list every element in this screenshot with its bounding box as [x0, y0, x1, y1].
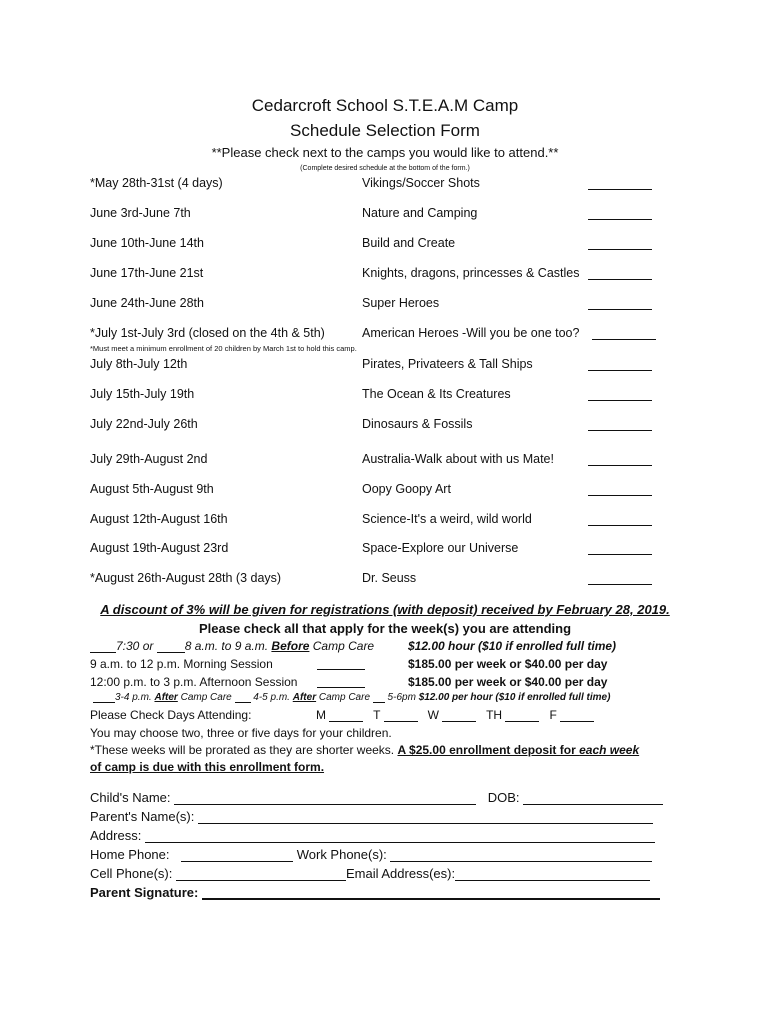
camp-check-blank[interactable] [588, 452, 652, 466]
day-wednesday-label: W [427, 708, 439, 722]
form-subtitle: Schedule Selection Form [290, 121, 480, 140]
after-care-5-6-blank[interactable] [373, 692, 385, 703]
before-care-text: 7:30 or [116, 639, 157, 653]
discount-notice: A discount of 3% will be given for registrations (with deposit) received by February 28, 2019. [100, 602, 670, 617]
camp-name: Pirates, Privateers & Tall Ships [362, 357, 533, 371]
camp-date: June 10th-June 14th [90, 236, 204, 250]
camp-name: Super Heroes [362, 296, 440, 310]
camp-row [0, 206, 770, 222]
days-attending-options [316, 708, 594, 722]
camp-name: Dinosaurs & Fossils [362, 417, 473, 431]
camp-date: August 19th-August 23rd [90, 541, 229, 555]
day-thursday-blank[interactable] [505, 709, 539, 722]
dob-label: DOB: [487, 790, 524, 805]
camp-check-blank[interactable] [588, 206, 652, 220]
email-label: Email Address(es): [345, 866, 456, 881]
day-tuesday-label: T [373, 708, 381, 722]
camp-date: July 15th-July 19th [90, 387, 195, 401]
camp-name: Dr. Seuss [362, 571, 417, 585]
after-emphasis: After [292, 692, 317, 703]
after-care-price: $12.00 per hour ($10 if enrolled full time) [418, 692, 611, 703]
camp-row [0, 571, 770, 587]
camp-date: August 12th-August 16th [90, 512, 228, 526]
day-tuesday-blank[interactable] [384, 709, 418, 722]
check-all-heading: Please check all that apply for the week(s) you are attending [198, 621, 572, 636]
camp-name: American Heroes -Will you be one too? [362, 326, 580, 340]
camp-date: July 8th-July 12th [90, 357, 188, 371]
camp-date: July 29th-August 2nd [90, 452, 208, 466]
camp-name: The Ocean & Its Creatures [362, 387, 511, 401]
cell-phone-label: Cell Phone(s): [90, 866, 176, 881]
child-name-row [90, 790, 663, 805]
dob-field[interactable] [523, 791, 663, 805]
afternoon-session-price: $185.00 per week or $40.00 per day [408, 675, 608, 689]
after-care-text: Camp Care [316, 692, 373, 703]
camp-date: June 24th-June 28th [90, 296, 204, 310]
instruction-text: **Please check next to the camps you would like to attend.** [211, 145, 559, 160]
camp-date: *July 1st-July 3rd (closed on the 4th & 5th) [90, 326, 325, 340]
morning-session-label: 9 a.m. to 12 p.m. Morning Session [90, 657, 273, 671]
signature-row [90, 885, 660, 900]
parent-name-field[interactable] [198, 810, 653, 824]
work-phone-field[interactable] [390, 848, 652, 862]
camp-row [0, 326, 770, 342]
morning-session-price: $185.00 per week or $40.00 per day [408, 657, 608, 671]
camp-row [0, 541, 770, 557]
parent-name-label: Parent's Name(s): [90, 809, 198, 824]
after-care-text: 5-6pm [384, 692, 419, 703]
before-care-730-blank[interactable] [90, 640, 116, 653]
home-phone-label: Home Phone: [90, 847, 174, 862]
camp-check-blank[interactable] [588, 417, 652, 431]
day-monday-label: M [316, 708, 326, 722]
camp-name: Knights, dragons, princesses & Castles [362, 266, 580, 280]
day-thursday-label: TH [486, 708, 503, 722]
day-monday-blank[interactable] [329, 709, 363, 722]
before-care-text: Camp Care [309, 639, 375, 653]
camp-check-blank[interactable] [588, 357, 652, 371]
camp-row [0, 236, 770, 252]
camp-check-blank[interactable] [588, 387, 652, 401]
afternoon-session-label: 12:00 p.m. to 3 p.m. Afternoon Session [90, 675, 298, 689]
prorate-note [90, 743, 639, 757]
parent-name-row [90, 809, 653, 824]
choose-days-note: You may choose two, three or five days for your children. [90, 726, 392, 740]
cell-phone-field[interactable] [176, 867, 346, 881]
camp-check-blank[interactable] [588, 176, 652, 190]
camp-check-blank[interactable] [588, 571, 652, 585]
camp-row [0, 482, 770, 498]
address-label: Address: [90, 828, 145, 843]
camp-check-blank[interactable] [588, 266, 652, 280]
day-friday-blank[interactable] [560, 709, 594, 722]
camp-check-blank[interactable] [588, 512, 652, 526]
work-phone-label: Work Phone(s): [293, 847, 391, 862]
camp-name: Build and Create [362, 236, 456, 250]
after-emphasis: After [154, 692, 178, 703]
before-emphasis: Before [271, 639, 310, 653]
camp-date: *August 26th-August 28th (3 days) [90, 571, 282, 585]
camp-row [0, 512, 770, 528]
camp-row [0, 387, 770, 403]
before-care-line [90, 639, 374, 653]
camp-name: Nature and Camping [362, 206, 478, 220]
camp-date: August 5th-August 9th [90, 482, 214, 496]
after-care-3-4-blank[interactable] [93, 692, 115, 703]
camp-date: *May 28th-31st (4 days) [90, 176, 223, 190]
day-friday-label: F [549, 708, 557, 722]
after-care-text: Camp Care [177, 692, 235, 703]
address-field[interactable] [145, 829, 655, 843]
deposit-text-continued: of camp is due with this enrollment form. [90, 760, 325, 774]
after-care-text: 3-4 p.m. [115, 692, 155, 703]
camp-name: Science-It's a weird, wild world [362, 512, 532, 526]
afternoon-session-blank[interactable] [317, 675, 365, 688]
deposit-text: A $25.00 enrollment deposit for [397, 743, 580, 757]
camp-name: Vikings/Soccer Shots [362, 176, 480, 190]
day-wednesday-blank[interactable] [442, 709, 476, 722]
signature-field[interactable] [202, 885, 660, 900]
after-care-line [93, 692, 610, 703]
before-care-text: 8 a.m. to 9 a.m. [184, 639, 272, 653]
camp-check-blank[interactable] [588, 296, 652, 310]
before-care-price: $12.00 hour ($10 if enrolled full time) [408, 639, 617, 653]
days-attending-label: Please Check Days Attending: [90, 708, 252, 722]
camp-name: Oopy Goopy Art [362, 482, 451, 496]
camp-date: July 22nd-July 26th [90, 417, 198, 431]
prorate-text: *These weeks will be prorated as they are shorter weeks. [90, 743, 398, 757]
after-care-text: 4-5 p.m. [250, 692, 293, 703]
after-care-4-5-blank[interactable] [235, 692, 251, 703]
email-field[interactable] [455, 867, 650, 881]
camp-row [0, 296, 770, 312]
camp-check-blank[interactable] [588, 482, 652, 496]
camp-check-blank[interactable] [588, 541, 652, 555]
camp-row [0, 357, 770, 373]
each-week-emphasis: each week [579, 743, 640, 757]
cell-email-row [90, 866, 650, 881]
home-phone-field[interactable] [181, 848, 293, 862]
phone-row [90, 847, 652, 862]
camp-check-blank[interactable] [592, 326, 656, 340]
camp-name: Space-Explore our Universe [362, 541, 519, 555]
form-title: Cedarcroft School S.T.E.A.M Camp [251, 96, 519, 115]
address-row [90, 828, 655, 843]
child-name-label: Child's Name: [90, 790, 175, 805]
camp-row [0, 452, 770, 468]
before-care-8am-blank[interactable] [157, 640, 185, 653]
camp-row [0, 176, 770, 192]
camp-name: Australia-Walk about with us Mate! [362, 452, 554, 466]
camp-row [0, 417, 770, 433]
morning-session-blank[interactable] [317, 657, 365, 670]
child-name-field[interactable] [174, 791, 476, 805]
minimum-enrollment-note: *Must meet a minimum enrollment of 20 children by March 1st to hold this camp. [90, 344, 357, 353]
sub-instruction-text: (Complete desired schedule at the bottom of the form.) [300, 165, 470, 172]
camp-date: June 17th-June 21st [90, 266, 204, 280]
camp-row [0, 266, 770, 282]
signature-label: Parent Signature: [90, 885, 202, 900]
camp-date: June 3rd-June 7th [90, 206, 191, 220]
camp-check-blank[interactable] [588, 236, 652, 250]
